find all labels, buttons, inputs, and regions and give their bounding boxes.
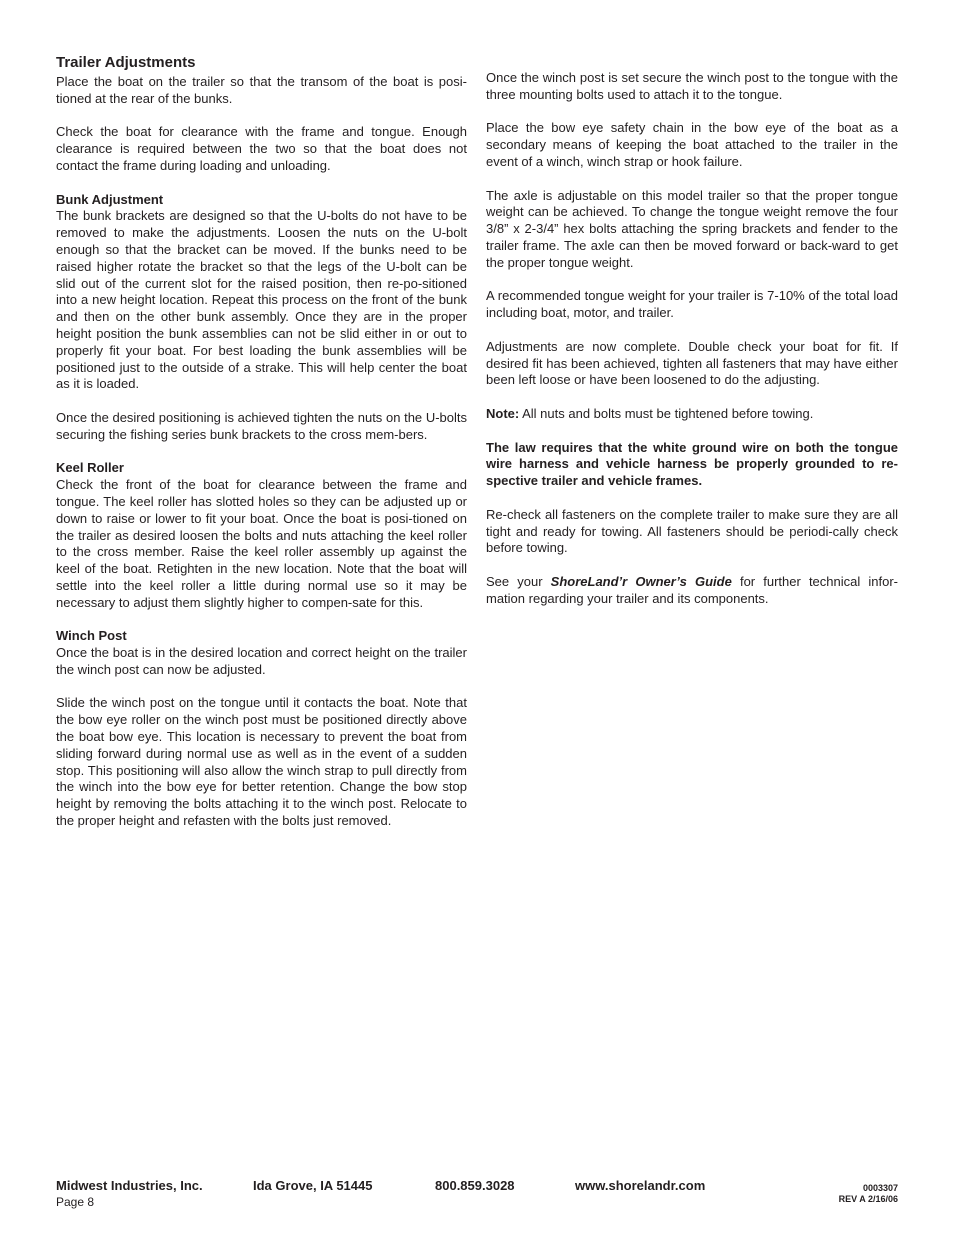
footer-page-number: Page 8 — [56, 1195, 95, 1209]
footer-doc-number: 0003307 — [862, 1183, 898, 1193]
paragraph-complete: Adjustments are now complete. Double check your boat for fit. If desired fit has been achieved, tighten all fasteners that may have either been left loose or have been loosened to do the adjusting. — [486, 338, 898, 388]
note-label: Note: — [486, 405, 520, 421]
paragraph-recheck: Re-check all fasteners on the complete trailer to make sure they are all tight and ready for towing. All fasteners should be periodi-cally check before towing. — [486, 506, 898, 556]
footer-doc-info — [839, 1183, 898, 1205]
footer-website: www.shorelandr.com — [575, 1178, 706, 1193]
right-column — [486, 70, 898, 624]
paragraph-clearance: Check the boat for clearance with the frame and tongue. Enough clearance is required between the two so that the boat does not contact the frame during loading and unloading. — [56, 124, 467, 173]
paragraph-owners-guide — [486, 574, 898, 608]
footer-company: Midwest Industries, Inc. — [56, 1178, 203, 1193]
note-text: All nuts and bolts must be tightened before towing. — [519, 405, 814, 421]
paragraph-note — [486, 406, 898, 423]
paragraph-axle: The axle is adjustable on this model trailer so that the proper tongue weight can be achieved. To change the tongue weight remove the four 3/8” x 2-3/4” hex bolts attaching the spring brackets and fender to the trailer frame. The axle can then be moved forward or back-ward to get the proper tongue weight. — [486, 187, 898, 270]
section-title: Trailer Adjustments — [56, 54, 196, 71]
paragraph-winch-secure: Once the winch post is set secure the winch post to the tongue with the three mounting bolts used to attach it to the tongue. — [486, 70, 898, 102]
see-prefix: See your — [486, 573, 551, 589]
footer-revision: REV A 2/16/06 — [838, 1194, 898, 1204]
paragraph-bunk-brackets: The bunk brackets are designed so that the U-bolts do not have to be removed to make the adjustments. Loosen the nuts on the U-bolt enough so that the bracket can be moved. If the bunks need to be raised higher rotate the bracket so that the legs of the U-bolt can be slid out of the current slot for the raised position, then re-po-sitioned into a new height location. Repeat this process on the front of the bunk and then on the other bunk assembly. Once they are in the proper height position the bunk assemblies can not be slid either in or out to properly fit your boat. For best loading the bunk assemblies will be positioned just to the outside of a strake. This will help center the boat as it is loaded. — [56, 208, 467, 392]
paragraph-transom: Place the boat on the trailer so that the transom of the boat is posi-tioned at the rear of the bunks. — [56, 74, 467, 106]
paragraph-tongue-weight: A recommended tongue weight for your trailer is 7-10% of the total load including boat, motor, and trailer. — [486, 288, 898, 321]
owners-guide-title: ShoreLand’r Owner’s Guide — [550, 573, 732, 589]
paragraph-keel-roller: Check the front of the boat for clearance between the frame and tongue. The keel roller has slotted holes so they can be adjusted up or down to raise or lower to fit your boat. Once the boat is posi-tioned on the trailer as desired loosen the bolts and nuts attaching the keel roller to the cross member. Raise the keel roller assembly up against the keel of the boat. Retighten in the new location. Note that the boat will settle into the keel roller a little during normal use so it may be necessary to adjust them slightly higher to compen-sate for this. — [56, 477, 467, 610]
footer-phone: 800.859.3028 — [435, 1178, 515, 1193]
paragraph-law-warning: The law requires that the white ground wire on both the tongue wire harness and vehicle harness be properly grounded to re-spective trailer and vehicle frames. — [486, 439, 898, 489]
paragraph-winch-slide: Slide the winch post on the tongue until it contacts the boat. Note that the bow eye roller on the winch post must be positioned directly above the boat bow eye. This location is necessary to prevent the boat from sliding forward during normal use as well as in the event of a sudden stop. This positioning will also allow the winch strap to pull directly from the winch into the bow eye for better retention. Change the bow stop height by removing the bolts attaching it to the winch post. Relocate to the proper height and refasten with the bolts just removed. — [56, 695, 467, 829]
paragraph-winch-intro: Once the boat is in the desired location and correct height on the trailer the winch post can now be adjusted. — [56, 645, 467, 677]
paragraph-safety-chain: Place the bow eye safety chain in the bow eye of the boat as a secondary means of keeping the boat attached to the trailer in the event of a winch, winch strap or hook failure. — [486, 120, 898, 169]
left-column — [56, 54, 467, 847]
heading-bunk-adjustment: Bunk Adjustment — [56, 191, 164, 207]
heading-keel-roller: Keel Roller — [56, 460, 124, 476]
page-footer — [56, 1178, 898, 1218]
see-suffix: for further technical infor-mation regarding your trailer and its components. — [486, 573, 898, 606]
paragraph-bunk-tighten: Once the desired positioning is achieved tighten the nuts on the U-bolts securing the fishing series bunk brackets to the cross mem-bers. — [56, 409, 467, 442]
heading-winch-post: Winch Post — [56, 628, 127, 644]
footer-city: Ida Grove, IA 51445 — [253, 1178, 373, 1193]
